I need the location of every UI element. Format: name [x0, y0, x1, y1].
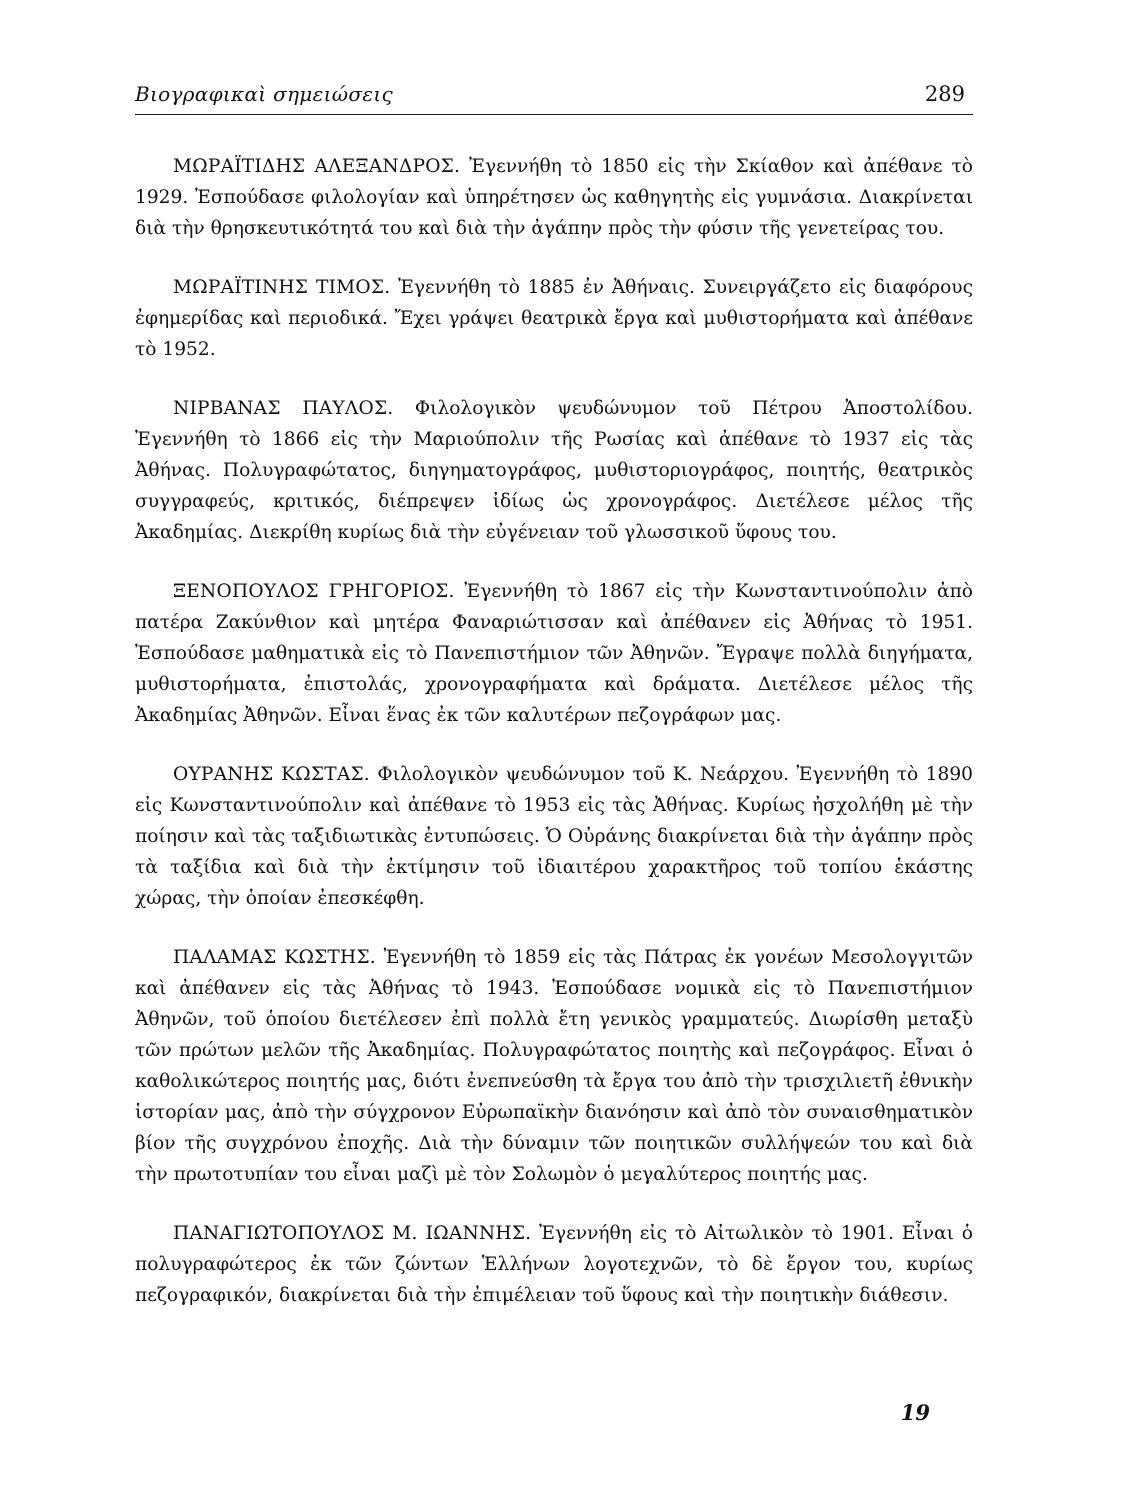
entry-text: Ἐγεννήθη τὸ 1885 ἐν Ἀθήναις. Συνειργάζετο εἰς διαφόρους ἐφημερίδας καὶ περιοδικά. Ἔχει γράψει θεατρικὰ ἔργα καὶ μυθιστορήματα καὶ ἀπέθανε τὸ 1952. — [135, 277, 974, 360]
entry-xenopoulos — [135, 576, 973, 731]
entry-text: Ἐγεννήθη τὸ 1867 εἰς τὴν Κωνσταντινούπολιν ἀπὸ πατέρα Ζακύνθιον καὶ μητέρα Φαναριώτισσαν καὶ ἀπέθανεν εἰς Ἀθήνας τὸ 1951. Ἐσπούδασε μαθηματικὰ εἰς τὸ Πανεπιστήμιον τῶν Ἀθηνῶν. Ἔγραψε πολλὰ διηγήματα, μυθιστορήματα, ἐπιστολάς, χρονογραφήματα καὶ δράματα. Διετέλεσε μέλος τῆς Ἀκαδημίας Ἀθηνῶν. Εἶναι ἕνας ἐκ τῶν καλυτέρων πεζογράφων μας. — [135, 581, 973, 726]
entry-nirvanas — [135, 393, 973, 548]
printer-signature-mark: 19 — [900, 1400, 930, 1425]
entry-name: ΠΑΛΑΜΑΣ ΚΩΣΤΗΣ. — [173, 947, 376, 968]
entry-name: ΝΙΡΒΑΝΑΣ ΠΑΥΛΟΣ. — [173, 398, 394, 419]
entry-text: Φιλολογικὸν ψευδώνυμον τοῦ Κ. Νεάρχου. Ἐγεννήθη τὸ 1890 εἰς Κωνσταντινούπολιν καὶ ἀπέθανε τὸ 1953 εἰς τὰς Ἀθήνας. Κυρίως ἠσχολήθη μὲ τὴν ποίησιν καὶ τὰς ταξιδιωτικὰς ἐντυπώσεις. Ὁ Οὐράνης διακρίνεται διὰ τὴν ἀγάπην πρὸς τὰ ταξίδια καὶ διὰ τὴν ἐκτίμησιν τοῦ ἰδιαιτέρου χαρακτῆρος τοῦ τοπίου ἑκάστης χώρας, τὴν ὁποίαν ἐπεσκέφθη. — [135, 764, 973, 909]
entry-name: ΟΥΡΑΝΗΣ ΚΩΣΤΑΣ. — [173, 764, 370, 785]
entry-text: Ἐγεννήθη τὸ 1850 εἰς τὴν Σκίαθον καὶ ἀπέθανε τὸ 1929. Ἐσπούδασε φιλολογίαν καὶ ὑπηρέτησεν ὡς καθηγητὴς εἰς γυμνάσια. Διακρίνεται διὰ τὴν θρησκευτικότητά του καὶ διὰ τὴν ἀγάπην πρὸς τὴν φύσιν τῆς γενετείρας του. — [135, 156, 973, 239]
entry-name: ΜΩΡΑΪΤΙΝΗΣ ΤΙΜΟΣ. — [173, 277, 391, 298]
running-header — [135, 82, 973, 115]
entry-name: ΞΕΝΟΠΟΥΛΟΣ ΓΡΗΓΟΡΙΟΣ. — [173, 581, 455, 602]
entry-ouranis — [135, 759, 973, 914]
entry-palamas — [135, 942, 973, 1190]
entry-name: ΠΑΝΑΓΙΩΤΟΠΟΥΛΟΣ Μ. ΙΩΑΝΝΗΣ. — [173, 1223, 532, 1244]
entry-text: Ἐγεννήθη τὸ 1859 εἰς τὰς Πάτρας ἐκ γονέων Μεσολογγιτῶν καὶ ἀπέθανεν εἰς τὰς Ἀθήνας τὸ 1943. Ἐσπούδασε νομικὰ εἰς τὸ Πανεπιστήμιον Ἀθηνῶν, τοῦ ὁποίου διετέλεσεν ἐπὶ πολλὰ ἔτη γενικὸς γραμματεύς. Διωρίσθη μεταξὺ τῶν πρώτων μελῶν τῆς Ἀκαδημίας. Πολυγραφώτατος ποιητὴς καὶ πεζογράφος. Εἶναι ὁ καθολικώτερος ποιητής μας, διότι ἐνεπνεύσθη τὰ ἔργα του ἀπὸ τὴν τρισχιλιετῆ ἐθνικὴν ἱστορίαν μας, ἀπὸ τὴν σύγχρονον Εὐρωπαϊκὴν διανόησιν καὶ ἀπὸ τὸν συναισθηματικὸν βίον τῆς συγχρόνου ἐποχῆς. Διὰ τὴν δύναμιν τῶν ποιητικῶν συλλήψεών του καὶ διὰ τὴν πρωτοτυπίαν του εἶναι μαζὶ μὲ τὸν Σολωμὸν ὁ μεγαλύτερος ποιητής μας. — [135, 947, 974, 1185]
biographical-entries — [135, 151, 973, 1339]
entry-panagiotopoulos — [135, 1218, 973, 1311]
entry-text: Ἐγεννήθη εἰς τὸ Αἰτωλικὸν τὸ 1901. Εἶναι ὁ πολυγραφώτερος ἐκ τῶν ζώντων Ἑλλήνων λογοτεχνῶν, τὸ δὲ ἔργον του, κυρίως πεζογραφικόν, διακρίνεται διὰ τὴν ἐπιμέλειαν τοῦ ὕφους καὶ τὴν ποιητικὴν διάθεσιν. — [135, 1223, 973, 1306]
running-title: Βιογραφικαὶ σημειώσεις — [135, 82, 394, 106]
entry-name: ΜΩΡΑΪΤΙΔΗΣ ΑΛΕΞΑΝΔΡΟΣ. — [173, 156, 461, 177]
entry-text: Φιλολογικὸν ψευδώνυμον τοῦ Πέτρου Ἀποστολίδου. Ἐγεννήθη τὸ 1866 εἰς τὴν Μαριούπολιν τῆς Ρωσίας καὶ ἀπέθανε τὸ 1937 εἰς τὰς Ἀθήνας. Πολυγραφώτατος, διηγηματογράφος, μυθιστοριογράφος, ποιητής, θεατρικὸς συγγραφεύς, κριτικός, διέπρεψεν ἰδίως ὡς χρονογράφος. Διετέλεσε μέλος τῆς Ἀκαδημίας. Διεκρίθη κυρίως διὰ τὴν εὐγένειαν τοῦ γλωσσικοῦ ὕφους του. — [135, 398, 973, 543]
entry-moraitidis — [135, 151, 973, 244]
page-number: 289 — [924, 82, 965, 106]
entry-moraitinis — [135, 272, 973, 365]
